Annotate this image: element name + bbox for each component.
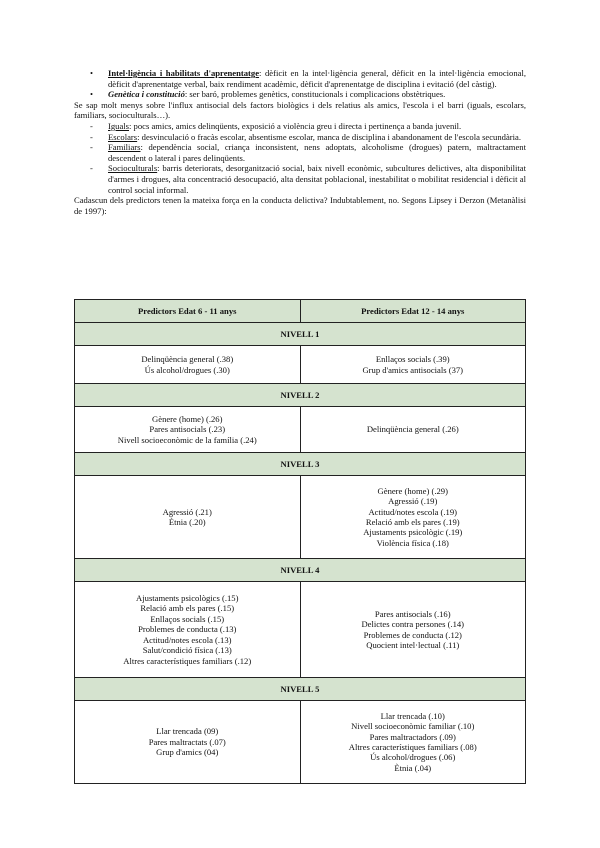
predictor-item: Llar trencada (.10) bbox=[380, 710, 445, 721]
predictor-cell-right bbox=[300, 346, 526, 384]
bullet-item-intelligence bbox=[74, 68, 526, 89]
level-label: NIVELL 5 bbox=[75, 678, 526, 701]
table-row bbox=[75, 346, 526, 384]
bullet-title: Genètica i constitució bbox=[108, 89, 185, 100]
bullet-text: : ser baró, problemes genètics, constitucionals i complicacions obstètriques. bbox=[184, 89, 446, 100]
predictor-item: Gènere (home) (.26) bbox=[152, 413, 223, 424]
bullet-icon: • bbox=[90, 68, 94, 78]
predictor-item: Ètnia (.04) bbox=[394, 762, 432, 773]
dash-icon: - bbox=[90, 142, 93, 153]
predictor-item: Quocient intel·lectual (.11) bbox=[366, 639, 460, 650]
predictor-item: Delinqüència general (.26) bbox=[366, 424, 459, 435]
predictor-cell-left bbox=[75, 407, 301, 453]
predictor-item: Pares maltractats (.07) bbox=[148, 736, 226, 747]
predictor-item: Pares maltractadors (.09) bbox=[369, 731, 456, 742]
predictor-item: Altres característiques familiars (.08) bbox=[348, 742, 477, 752]
header-left: Predictors Edat 6 - 11 anys bbox=[75, 300, 301, 323]
dash-text: : desvinculació o fracàs escolar, absentisme escolar, manca de disciplina i abandonament de l'escola secundària. bbox=[137, 131, 521, 142]
predictor-item: Ajustaments psicològic (.19) bbox=[363, 527, 463, 538]
dash-icon: - bbox=[90, 163, 93, 174]
predictor-item: Grup d'amics antisocials (37) bbox=[362, 364, 464, 375]
dash-item-iguals bbox=[74, 121, 526, 132]
predictor-item: Agressió (.21) bbox=[162, 506, 212, 517]
level-label: NIVELL 4 bbox=[75, 559, 526, 582]
dash-title: Socioculturals bbox=[108, 163, 158, 174]
dash-text: : dependència social, criança inconsistent, nens adoptats, alcoholisme (drogues) patern, maltractament descendent o lateral i pares delinqüents. bbox=[108, 142, 526, 163]
predictor-item: Nivell socioeconòmic de la família (.24) bbox=[117, 434, 257, 445]
predictor-item: Actitud/notes escola (.13) bbox=[142, 634, 232, 645]
table-row bbox=[75, 476, 526, 559]
predictor-item: Llar trencada (09) bbox=[156, 726, 219, 737]
bullet-item-genetics bbox=[74, 89, 526, 100]
level-label: NIVELL 2 bbox=[75, 384, 526, 407]
paragraph-influx: Se sap molt menys sobre l'influx antisocial dels factors biològics i dels relatius als amics, l'escola i el barri (iguals, escolars, familiars, socioculturals…). bbox=[74, 99, 526, 121]
table-row bbox=[75, 582, 526, 678]
dash-icon: - bbox=[90, 131, 93, 142]
predictor-item: Enllaços socials (.15) bbox=[150, 613, 225, 624]
dash-icon: - bbox=[90, 120, 93, 131]
level-row bbox=[75, 453, 526, 476]
header-right: Predictors Edat 12 - 14 anys bbox=[300, 300, 526, 323]
table-row bbox=[75, 701, 526, 784]
predictors-table bbox=[74, 299, 526, 784]
predictor-item: Ajustaments psicològics (.15) bbox=[136, 593, 239, 604]
dash-title: Iguals bbox=[108, 120, 130, 131]
dash-item-familiars bbox=[74, 142, 526, 163]
predictor-cell-right bbox=[300, 407, 526, 453]
bullet-icon: • bbox=[90, 89, 94, 100]
predictor-cell-right bbox=[300, 701, 526, 784]
level-label: NIVELL 3 bbox=[75, 453, 526, 476]
dash-title: Escolars bbox=[108, 131, 138, 142]
bullet-text: : dèficit en la intel·ligència general, dèficit en la intel·ligència emocional, dèficit d'aprenentatge verbal, baix rendiment acadèmic, dèficit d'aprenentatge de disciplina i evitació (del càstig). bbox=[108, 68, 526, 89]
predictor-item: Ús alcohol/drogues (.30) bbox=[144, 364, 230, 375]
predictor-item: Ètnia (.20) bbox=[168, 517, 206, 527]
dash-text: : pocs amics, amics delinqüents, exposició a violència greu i directa i pertinença a banda juvenil. bbox=[129, 120, 462, 131]
level-row bbox=[75, 323, 526, 346]
predictor-item: Pares antisocials (.16) bbox=[374, 608, 451, 619]
table-header-row bbox=[75, 300, 526, 323]
predictor-item: Delictes contra persones (.14) bbox=[361, 619, 465, 630]
predictor-cell-left bbox=[75, 476, 301, 559]
predictor-item: Relació amb els pares (.15) bbox=[140, 603, 235, 614]
intro-text-block bbox=[74, 68, 526, 216]
predictor-item: Altres característiques familiars (.12) bbox=[123, 655, 252, 666]
predictor-item: Relació amb els pares (.19) bbox=[365, 517, 460, 527]
level-row bbox=[75, 384, 526, 407]
predictor-item: Ús alcohol/drogues (.06) bbox=[370, 752, 456, 763]
dash-item-socioculturals bbox=[74, 163, 526, 195]
dash-item-escolars bbox=[74, 132, 526, 143]
predictor-item: Agressió (.19) bbox=[388, 496, 438, 507]
predictor-item: Problemes de conducta (.13) bbox=[138, 624, 237, 635]
bullet-title: Intel·ligència i habilitats d'aprenentatge bbox=[108, 68, 260, 78]
table-row bbox=[75, 407, 526, 453]
predictor-item: Pares antisocials (.23) bbox=[149, 424, 226, 435]
predictor-item: Violència física (.18) bbox=[376, 537, 449, 548]
predictor-item: Nivell socioeconòmic familiar (.10) bbox=[351, 721, 475, 732]
predictor-cell-right bbox=[300, 582, 526, 678]
level-label: NIVELL 1 bbox=[75, 323, 526, 346]
predictor-item: Grup d'amics (04) bbox=[156, 747, 219, 758]
predictor-cell-left bbox=[75, 701, 301, 784]
predictor-cell-left bbox=[75, 582, 301, 678]
predictor-item: Actitud/notes escola (.19) bbox=[368, 506, 458, 517]
dash-title: Familiars bbox=[108, 142, 141, 153]
predictor-cell-right bbox=[300, 476, 526, 559]
predictor-item: Problemes de conducta (.12) bbox=[363, 629, 462, 640]
paragraph-lipsey: Cadascun dels predictors tenen la mateixa força en la conducta delictiva? Indubtablement, no. Segons Lipsey i Derzon (Metanàlisi de 1997): bbox=[74, 195, 526, 216]
predictor-item: Delinqüència general (.38) bbox=[141, 354, 234, 365]
predictor-cell-left bbox=[75, 346, 301, 384]
dash-text: : barris deteriorats, desorganització social, baix nivell econòmic, subcultures delictives, alta disponibilitat d'armes i drogues, alta concentració desocupació, alta densitat poblacional, inestabilitat o mobilitat residencial i dèficit al control social informal. bbox=[108, 163, 526, 195]
predictor-item: Gènere (home) (.29) bbox=[377, 485, 448, 496]
predictor-item: Enllaços socials (.39) bbox=[375, 354, 450, 365]
predictor-item: Salut/condició física (.13) bbox=[142, 645, 232, 656]
level-row bbox=[75, 559, 526, 582]
level-row bbox=[75, 678, 526, 701]
